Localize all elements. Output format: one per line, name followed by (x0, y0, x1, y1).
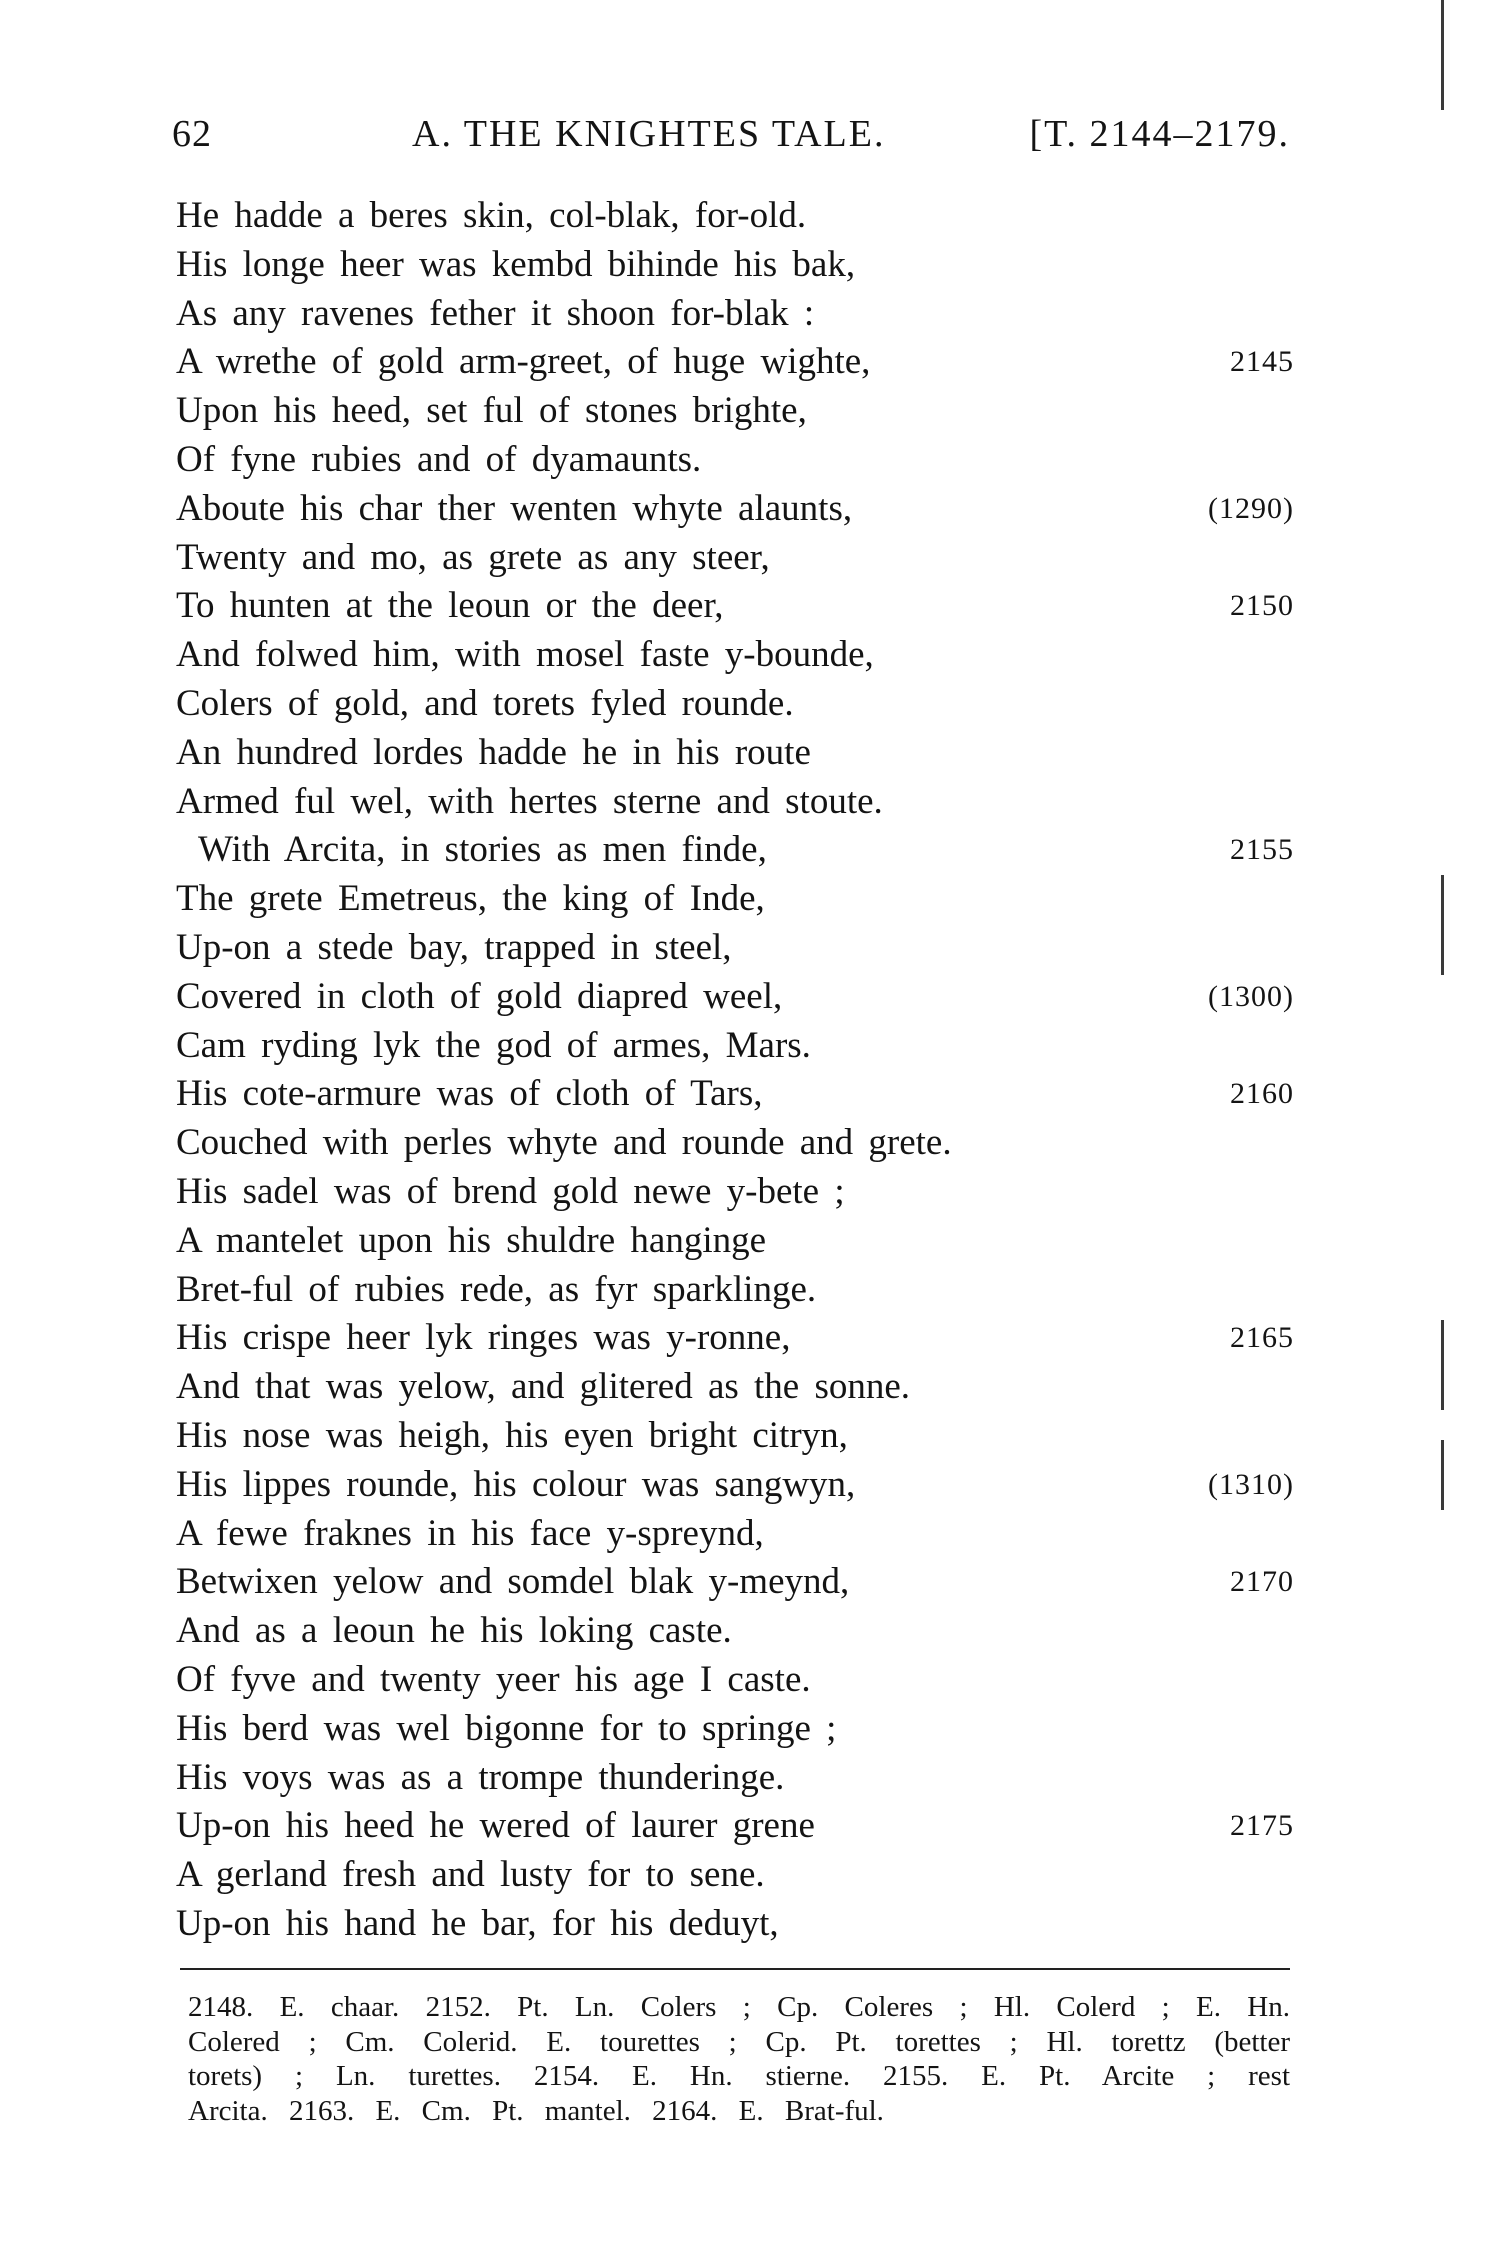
page-title: A. THE KNIGHTES TALE. (412, 113, 886, 155)
page-edge-mark (1441, 0, 1444, 110)
verse-text: His crispe heer lyk ringes was y-ronne, (176, 1317, 791, 1359)
footnote-rule (180, 1968, 1290, 1970)
line-number: (1290) (1208, 491, 1294, 525)
line-number: (1300) (1208, 979, 1294, 1013)
line-number: (1310) (1208, 1467, 1294, 1501)
verse-line (176, 290, 1294, 339)
verse-line (176, 1461, 1294, 1510)
verse-list (176, 192, 1294, 1949)
verse-line (176, 631, 1294, 680)
verse-text: To hunten at the leoun or the deer, (176, 585, 724, 627)
verse-line (176, 1314, 1294, 1363)
verse-text: Twenty and mo, as grete as any steer, (176, 536, 770, 578)
verse-text: Up-on his hand he bar, for his deduyt, (176, 1902, 779, 1944)
verse-text: He hadde a beres skin, col-blak, for-old. (176, 195, 807, 236)
verse-line (176, 924, 1294, 973)
verse-text: Covered in cloth of gold diapred weel, (176, 975, 783, 1017)
verse-text: His nose was heigh, his eyen bright citryn, (176, 1414, 848, 1456)
verse-line (176, 1802, 1294, 1851)
footnote-line: 2148. E. chaar. 2152. Pt. Ln. Colers ; Cp. Coleres ; Hl. Colerd ; E. Hn. (188, 1991, 1290, 2023)
line-number: 2170 (1230, 1565, 1294, 1599)
verse-text: Betwixen yelow and somdel blak y-meynd, (176, 1561, 850, 1603)
verse-line (176, 387, 1294, 436)
line-number: 2165 (1230, 1321, 1294, 1355)
line-number: 2175 (1230, 1809, 1294, 1843)
verse-text: His longe heer was kembd bihinde his bak, (176, 243, 856, 285)
verse-line (176, 1412, 1294, 1461)
running-head (172, 112, 1290, 162)
verse-line (176, 1851, 1294, 1900)
verse-line (176, 1558, 1294, 1607)
verse-text: And as a leoun he his loking caste. (176, 1610, 732, 1652)
verse-line (176, 1070, 1294, 1119)
footnotes (188, 1990, 1290, 2128)
verse-text: An hundred lordes hadde he in his route (176, 731, 811, 773)
verse-line (176, 729, 1294, 778)
verse-text: Up-on a stede bay, trapped in steel, (176, 926, 732, 968)
verse-line (176, 436, 1294, 485)
verse-text: A gerland fresh and lusty for to sene. (176, 1854, 765, 1896)
line-number: 2155 (1230, 833, 1294, 867)
verse-line (176, 1900, 1294, 1949)
line-range: [T. 2144–2179. (1029, 113, 1290, 155)
verse-text: Of fyne rubies and of dyamaunts. (176, 438, 702, 480)
verse-text: Of fyve and twenty yeer his age I caste. (176, 1658, 811, 1700)
verse-line (176, 1119, 1294, 1168)
verse-line (176, 1168, 1294, 1217)
verse-text: His cote-armure was of cloth of Tars, (176, 1073, 763, 1115)
verse-text: Couched with perles whyte and rounde and grete. (176, 1122, 952, 1164)
verse-text: A wrethe of gold arm-greet, of huge wighte, (176, 341, 871, 383)
verse-text: Colers of gold, and torets fyled rounde. (176, 682, 794, 724)
verse-line (176, 1217, 1294, 1266)
verse-line (176, 534, 1294, 583)
footnote-line: torets) ; Ln. turettes. 2154. E. Hn. stierne. 2155. E. Pt. Arcite ; rest (188, 2060, 1290, 2092)
verse-text: His berd was wel bigonne for to springe ; (176, 1707, 837, 1749)
verse-line (176, 1510, 1294, 1559)
page-edge-mark (1441, 1320, 1444, 1410)
page-edge-mark (1441, 1440, 1444, 1510)
verse-text: As any ravenes fether it shoon for-blak : (176, 292, 815, 334)
verse-line (176, 192, 1294, 241)
page-number: 62 (172, 113, 212, 155)
verse-text: And folwed him, with mosel faste y-bounde, (176, 634, 874, 676)
verse-text: With Arcita, in stories as men finde, (198, 829, 767, 871)
page-edge-mark (1441, 875, 1444, 975)
line-number: 2150 (1230, 589, 1294, 623)
footnote-line: Colered ; Cm. Colerid. E. tourettes ; Cp. Pt. torettes ; Hl. torettz (better (188, 2025, 1290, 2058)
verse-text: His lippes rounde, his colour was sangwyn, (176, 1463, 856, 1505)
verse-line (176, 826, 1294, 875)
verse-text: Upon his heed, set ful of stones brighte, (176, 390, 807, 432)
verse-text: Aboute his char ther wenten whyte alaunts, (176, 487, 853, 529)
verse-line (176, 1705, 1294, 1754)
verse-line (176, 680, 1294, 729)
verse-line (176, 241, 1294, 290)
verse-line (176, 1656, 1294, 1705)
verse-line (176, 1607, 1294, 1656)
verse-line (176, 582, 1294, 631)
verse-text: Armed ful wel, with hertes sterne and stoute. (176, 780, 883, 822)
verse-line (176, 338, 1294, 387)
line-number: 2160 (1230, 1077, 1294, 1111)
verse-line (176, 1266, 1294, 1315)
verse-text: The grete Emetreus, the king of Inde, (176, 878, 765, 920)
line-number: 2145 (1230, 345, 1294, 379)
verse-line (176, 973, 1294, 1022)
verse-text: Bret-ful of rubies rede, as fyr sparklinge. (176, 1268, 817, 1310)
footnote-line: Arcita. 2163. E. Cm. Pt. mantel. 2164. E. Brat-ful. (188, 2094, 884, 2127)
verse-text: His sadel was of brend gold newe y-bete ; (176, 1170, 845, 1212)
verse-line (176, 1363, 1294, 1412)
verse-text: And that was yelow, and glitered as the sonne. (176, 1366, 911, 1408)
verse-line (176, 778, 1294, 827)
verse-text: A fewe fraknes in his face y-spreynd, (176, 1512, 764, 1554)
verse-text: Up-on his heed he wered of laurer grene (176, 1805, 815, 1847)
verse-line (176, 485, 1294, 534)
verse-text: A mantelet upon his shuldre hanginge (176, 1219, 767, 1261)
verse-line (176, 1754, 1294, 1803)
verse-line (176, 1022, 1294, 1071)
verse-text: Cam ryding lyk the god of armes, Mars. (176, 1024, 811, 1066)
verse-text: His voys was as a trompe thunderinge. (176, 1756, 785, 1798)
verse-line (176, 875, 1294, 924)
